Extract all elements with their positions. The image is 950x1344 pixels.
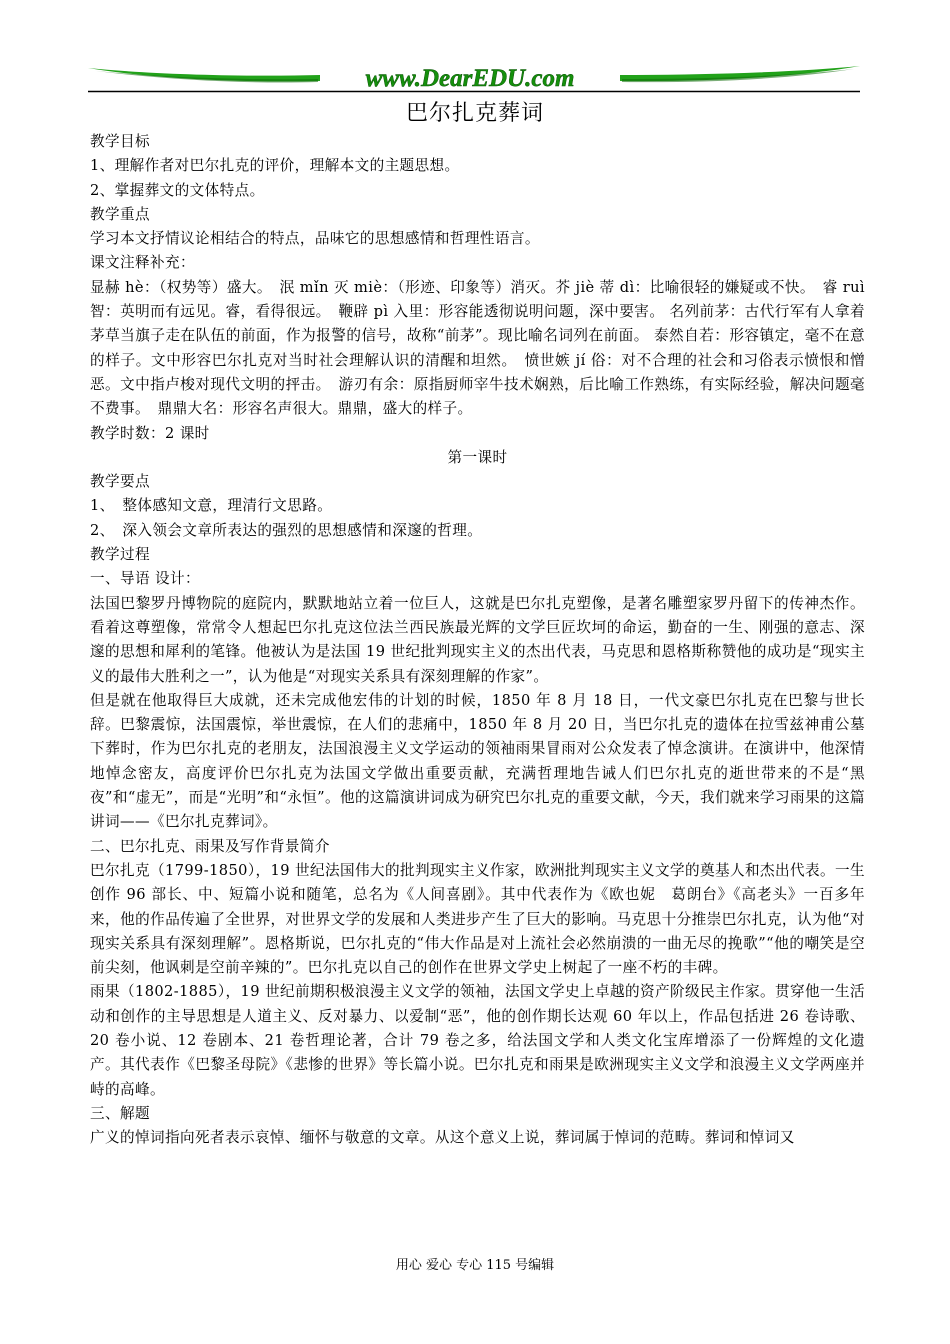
glossary-paragraph: 显赫 hè：（权势等）盛大。 泯 mǐn 灭 miè：（形迹、印象等）消灭。芥 jiè 蒂 dì：比喻很轻的嫌疑或不快。 睿 ruì 智：英明而有远见。睿，看得很远。 鞭辟 pì 入里：形容能透彻说明问题，深中要害。 名列前茅：古代行军有人拿着茅草当旗子走在队伍的前面，作为报警的信号，故称“前茅”。现比喻名词列在前面。 泰然自若：形容镇定，毫不在意的样子。文中形容巴尔扎克对当时社会理解认识的清醒和坦然。 愤世嫉 jí 俗：对不合理的社会和习俗表示愤恨和憎恶。文中指卢梭对现代文明的抨击。 游刃有余：原指厨师宰牛技术娴熟，后比喻工作熟练，有实际经验，解决问题毫不费事。 鼎鼎大名：形容名声很大。鼎鼎，盛大的样子。 (90, 278, 865, 418)
paragraph: 教学时数：2 课时 (90, 424, 210, 442)
lesson-heading: 第一课时 (447, 448, 508, 466)
section-heading: 三、解题 (90, 1104, 150, 1122)
section-heading: 一、导语 设计： (90, 570, 200, 588)
site-name: www.DearEDU.com (365, 65, 575, 92)
paragraph: 但是就在他取得巨大成就，还未完成他宏伟的计划的时候，1850 年 8 月 18 日，一代文豪巴尔扎克在巴黎与世长辞。巴黎震惊，法国震惊，举世震惊，在人们的悲痛中，1850 年 8 月 20 日，当巴尔扎克的遗体在拉雪兹神甫公墓下葬时，作为巴尔扎克的老朋友，法国浪漫主义文学运动的领袖雨果冒雨对公众发表了悼念演讲。在演讲中，他深情地悼念密友，高度评价巴尔扎克为法国文学做出重要贡献，充满哲理地告诫人们巴尔扎克的逝世带来的不是“黑夜”和“虚无”，而是“光明”和“永恒”。他的这篇演讲词成为研究巴尔扎克的重要文献，今天，我们就来学习雨果的这篇讲词——《巴尔扎克葬词》。 (90, 691, 865, 831)
section-heading: 二、巴尔扎克、雨果及写作背景简介 (90, 837, 330, 855)
page-footer: 用心 爱心 专心 115 号编辑 (395, 1258, 555, 1273)
list-item: 1、 整体感知文意，理清行文思路。 (90, 497, 333, 515)
section-heading: 课文注释补充： (90, 254, 195, 272)
document-body (90, 130, 865, 1150)
paragraph: 广义的悼词指向死者表示哀悼、缅怀与敬意的文章。从这个意义上说，葬词属于悼词的范畴。葬词和悼词又 (90, 1129, 795, 1147)
site-header-banner (88, 58, 860, 98)
banner-graphic (88, 58, 860, 98)
document-title: 巴尔扎克葬词 (405, 101, 544, 126)
list-item: 1、理解作者对巴尔扎克的评价，理解本文的主题思想。 (90, 157, 460, 175)
paragraph: 学习本文抒情议论相结合的特点，品味它的思想感情和哲理性语言。 (90, 230, 540, 248)
section-heading: 教学要点 (90, 473, 150, 491)
paragraph: 巴尔扎克（1799-1850），19 世纪法国伟大的批判现实主义作家，欧洲批判现实主义文学的奠基人和杰出代表。一生创作 96 部长、中、短篇小说和随笔，总名为《人间喜剧》。其中代表作为《欧也妮 葛朗台》《高老头》一百多年来，他的作品传遍了全世界，对世界文学的发展和人类进步产生了巨大的影响。马克思十分推崇巴尔扎克，认为他“对现实关系具有深刻理解”。恩格斯说，巴尔扎克的“伟大作品是对上流社会必然崩溃的一曲无尽的挽歌”“他的嘲笑是空前尖刻，他讽刺是空前辛辣的”。巴尔扎克以自己的创作在世界文学史上树起了一座不朽的丰碑。 (90, 861, 865, 977)
section-heading: 教学重点 (90, 205, 150, 223)
paragraph: 法国巴黎罗丹博物院的庭院内，默默地站立着一位巨人，这就是巴尔扎克塑像，是著名雕塑家罗丹留下的传神杰作。看着这尊塑像，常常令人想起巴尔扎克这位法兰西民族最光辉的文学巨匠坎坷的命运，勤奋的一生、刚强的意志、深邃的思想和犀利的笔锋。他被认为是法国 19 世纪批判现实主义的杰出代表，马克思和恩格斯称赞他的成功是“现实主义的最伟大胜利之一”，认为他是“对现实关系具有深刻理解的作家”。 (90, 594, 865, 685)
paragraph: 雨果（1802-1885），19 世纪前期积极浪漫主义文学的领袖，法国文学史上卓越的资产阶级民主作家。贯穿他一生活动和创作的主导思想是人道主义、反对暴力、以爱制“恶”，他的创作期长达观 60 年以上，作品包括进 26 卷诗歌、20 卷小说、12 卷剧本、21 卷哲理论著，合计 79 卷之多，给法国文学和人类文化宝库增添了一份辉煌的文化遗产。其代表作《巴黎圣母院》《悲惨的世界》等长篇小说。巴尔扎克和雨果是欧洲现实主义文学和浪漫主义文学两座并峙的高峰。 (90, 983, 865, 1098)
section-heading: 教学目标 (90, 133, 150, 150)
list-item: 2、掌握葬文的文体特点。 (90, 181, 265, 199)
section-heading: 教学过程 (90, 546, 150, 564)
list-item: 2、 深入领会文章所表达的强烈的思想感情和深邃的哲理。 (90, 521, 483, 539)
